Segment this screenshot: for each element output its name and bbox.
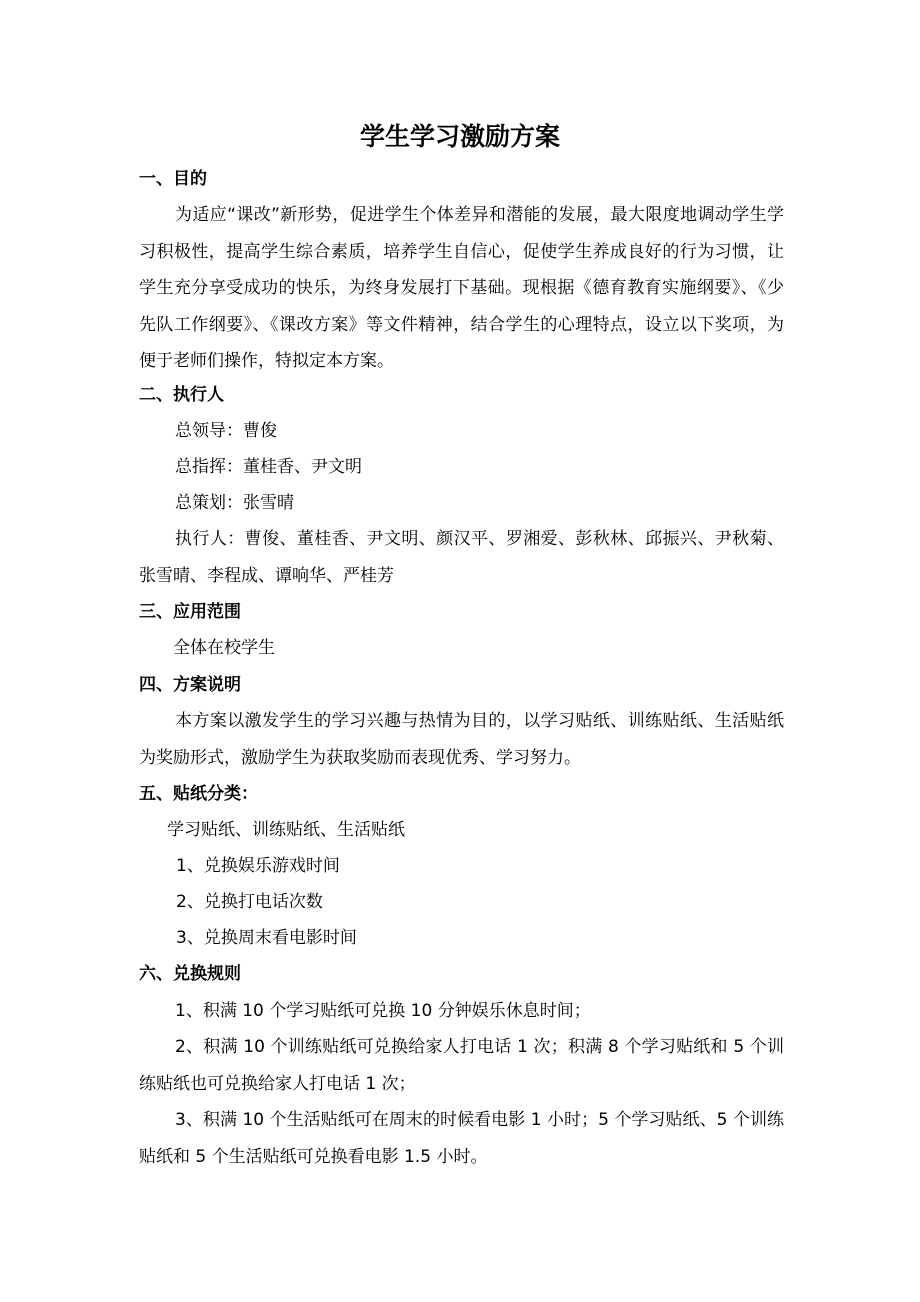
executors-paragraph: 执行人：曹俊、董桂香、尹文明、颜汉平、罗湘爱、彭秋林、邱振兴、尹秋菊、张雪晴、李程成、谭响华、严桂芳 [139, 529, 784, 586]
scope-line: 全体在校学生 [173, 638, 275, 658]
section-heading-executors: 二、执行人 [139, 385, 224, 405]
section-heading-scope: 三、应用范围 [139, 602, 241, 622]
exchange-rule-2: 2、积满 10 个训练贴纸可兑换给家人打电话 1 次；积满 8 个学习贴纸和 5 个训练贴纸也可兑换给家人打电话 1 次； [139, 1037, 784, 1094]
exchange-rule-3: 3、积满 10 个生活贴纸可在周末的时候看电影 1 小时；5 个学习贴纸、5 个训练贴纸和 5 个生活贴纸可兑换看电影 1.5 小时。 [139, 1110, 784, 1167]
exchange-rule-1: 1、积满 10 个学习贴纸可兑换 10 分钟娱乐休息时间； [175, 1001, 591, 1021]
chief-planner-line: 总策划：张雪晴 [175, 493, 294, 513]
section-heading-description: 四、方案说明 [139, 675, 241, 695]
purpose-paragraph: 为适应“课改”新形势，促进学生个体差异和潜能的发展，最大限度地调动学生学习积极性，提高学生综合素质，培养学生自信心，促使学生养成良好的行为习惯，让学生充分享受成功的快乐，为终身发展打下基础。现根据《德育教育实施纲要》、《少先队工作纲要》、《课改方案》等文件精神，结合学生的心理特点，设立以下奖项，为便于老师们操作，特拟定本方案。 [139, 205, 784, 371]
sticker-use-item-2: 2、兑换打电话次数 [176, 892, 323, 912]
chief-leader-line: 总领导：曹俊 [175, 421, 277, 441]
page-title: 学生学习激励方案 [359, 122, 560, 151]
section-heading-purpose: 一、目的 [139, 169, 207, 189]
sticker-use-item-1: 1、兑换娱乐游戏时间 [176, 856, 340, 876]
chief-commander-line: 总指挥：董桂香、尹文明 [175, 457, 362, 477]
sticker-use-item-3: 3、兑换周末看电影时间 [176, 928, 357, 948]
description-paragraph: 本方案以激发学生的学习兴趣与热情为目的，以学习贴纸、训练贴纸、生活贴纸为奖励形式，激励学生为获取奖励而表现优秀、学习努力。 [139, 711, 784, 768]
section-heading-exchange-rules: 六、兑换规则 [139, 964, 241, 984]
sticker-types-line: 学习贴纸、训练贴纸、生活贴纸 [167, 820, 405, 840]
section-heading-sticker-types: 五、贴纸分类： [139, 784, 258, 804]
